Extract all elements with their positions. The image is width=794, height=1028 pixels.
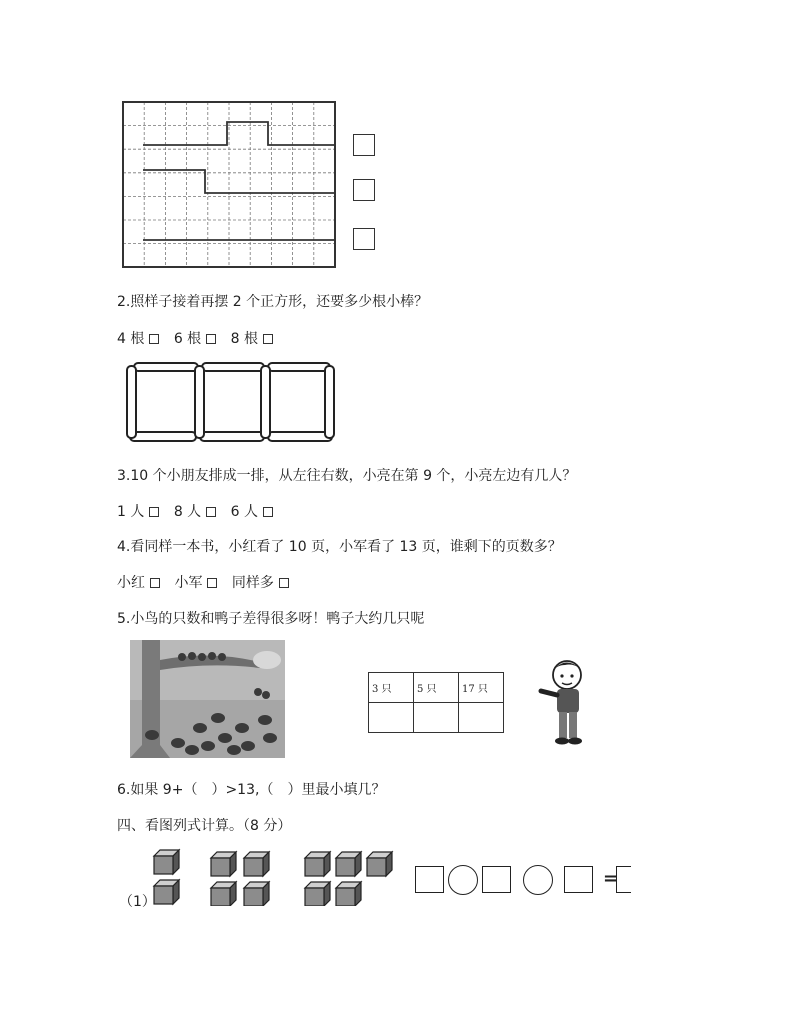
checkbox[interactable] <box>263 507 273 517</box>
question-6: 6.如果 9+（ ）>13,（ ）里最小填几？ <box>117 782 386 798</box>
answer-cell[interactable] <box>369 703 414 733</box>
answer-box-1[interactable] <box>353 134 375 156</box>
checkbox[interactable] <box>279 578 289 588</box>
option-label: 小军 <box>174 575 203 591</box>
section-title: 四、看图列式计算。（8 分） <box>117 818 292 834</box>
estimate-table <box>368 672 504 733</box>
checkbox[interactable] <box>206 334 216 344</box>
question-2-options <box>117 328 283 348</box>
answer-box-3[interactable] <box>353 228 375 250</box>
table-cell: 17 只 <box>459 673 504 703</box>
option-label: 8 人 <box>173 504 202 520</box>
question-3-options <box>117 501 283 521</box>
option-label: 6 根 <box>173 331 202 347</box>
result-square[interactable] <box>616 866 631 893</box>
answer-square[interactable] <box>564 866 593 893</box>
answer-cell[interactable] <box>414 703 459 733</box>
boy-illustration <box>535 655 595 747</box>
table-cell: 3 只 <box>369 673 414 703</box>
option-label: 8 根 <box>230 331 258 347</box>
checkbox[interactable] <box>207 578 217 588</box>
table-cell: 5 只 <box>414 673 459 703</box>
checkbox[interactable] <box>149 507 159 517</box>
matchstick-squares <box>124 360 339 446</box>
cube-groups <box>150 846 400 906</box>
pattern-line-2 <box>143 170 335 193</box>
operator-circle[interactable] <box>523 865 553 895</box>
option-label: 同样多 <box>231 575 274 591</box>
option-label: 4 根 <box>117 331 145 347</box>
answer-cell[interactable] <box>459 703 504 733</box>
option-label: 1 人 <box>117 504 145 520</box>
checkbox[interactable] <box>150 578 160 588</box>
answer-square[interactable] <box>482 866 511 893</box>
question-3: 3.10 个小朋友排成一排，从左往右数，小亮在第 9 个，小亮左边有几人？ <box>117 468 577 484</box>
question-5: 5.小鸟的只数和鸭子差得很多呀！鸭子大约几只呢 <box>117 611 425 627</box>
checkbox[interactable] <box>263 334 273 344</box>
exercise-label: （1） <box>119 894 156 910</box>
question-4-options <box>117 572 299 592</box>
question-2: 2.照样子接着再摆 2 个正方形，还要多少根小棒？ <box>117 294 429 310</box>
answer-square[interactable] <box>415 866 444 893</box>
option-label: 6 人 <box>230 504 258 520</box>
option-label: 小红 <box>117 575 145 591</box>
birds-ducks-picture <box>130 640 285 758</box>
equals-sign: = <box>603 868 619 889</box>
question-4: 4.看同样一本书，小红看了 10 页，小军看了 13 页，谁剩下的页数多？ <box>117 539 562 555</box>
checkbox[interactable] <box>206 507 216 517</box>
operator-circle[interactable] <box>448 865 478 895</box>
checkbox[interactable] <box>149 334 159 344</box>
answer-box-2[interactable] <box>353 179 375 201</box>
grid-figure <box>118 97 343 272</box>
